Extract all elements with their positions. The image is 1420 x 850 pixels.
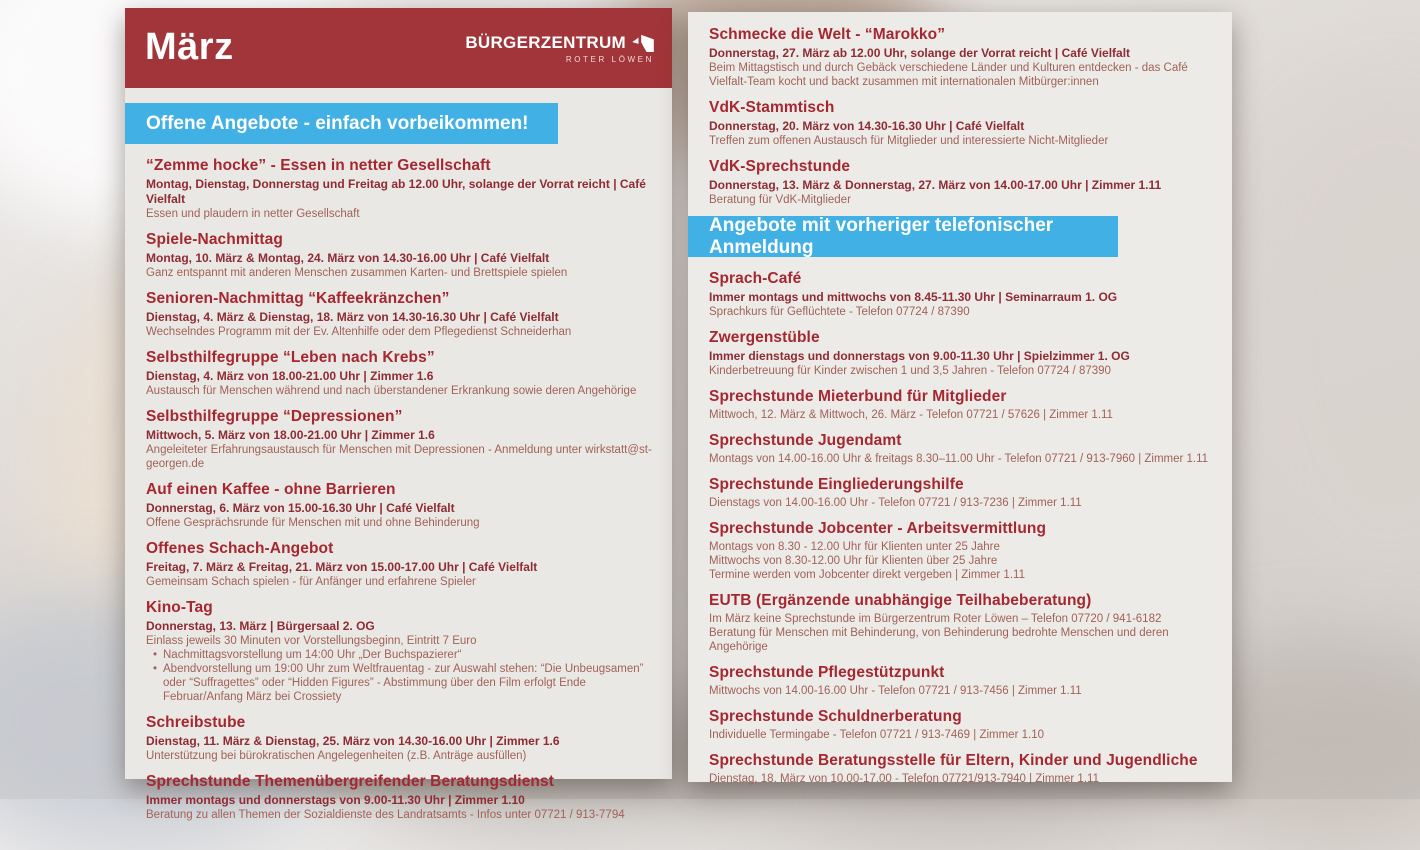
event-entry <box>709 591 1210 654</box>
event-description: Dienstags von 14.00-16.00 Uhr - Telefon 07721 / 913-7236 | Zimmer 1.11 <box>709 497 1082 509</box>
event-entry <box>146 348 652 398</box>
flyer-page-right <box>688 12 1232 785</box>
event-entry <box>709 751 1210 786</box>
event-description: Offene Gesprächsrunde für Menschen mit und ohne Behinderung <box>146 517 480 529</box>
event-description: Mittwochs von 14.00-16.00 Uhr - Telefon 07721 / 913-7456 | Zimmer 1.11 <box>709 685 1082 697</box>
event-title: Sprechstunde Pflegestützpunkt <box>709 664 945 681</box>
open-offers-banner: Offene Angebote - einfach vorbeikommen! <box>125 103 558 144</box>
event-entry <box>146 230 652 280</box>
logo-name: BÜRGERZENTRUM <box>465 32 626 52</box>
event-description: Gemeinsam Schach spielen - für Anfänger und erfahrene Spieler <box>146 576 476 588</box>
event-entry <box>146 713 652 763</box>
event-schedule: Immer montags und donnerstags von 9.00-11.30 Uhr | Zimmer 1.10 <box>146 793 525 807</box>
event-description: Essen und plaudern in netter Gesellschaft <box>146 208 360 220</box>
event-title: Senioren-Nachmittag “Kaffeekränzchen” <box>146 290 450 307</box>
event-entry <box>146 539 652 589</box>
event-entry <box>709 475 1210 510</box>
event-schedule: Montag, Dienstag, Donnerstag und Freitag ab 12.00 Uhr, solange der Vorrat reicht | Café Vielfalt <box>146 177 646 206</box>
event-schedule: Montag, 10. März & Montag, 24. März von 14.30-16.00 Uhr | Café Vielfalt <box>146 251 550 265</box>
event-entry <box>709 707 1210 742</box>
event-title: Sprechstunde Jugendamt <box>709 432 902 449</box>
flyer-page-left <box>125 8 672 821</box>
event-title: Sprechstunde Eingliederungshilfe <box>709 476 964 493</box>
event-schedule: Dienstag, 4. März & Dienstag, 18. März von 14.30-16.30 Uhr | Café Vielfalt <box>146 310 559 324</box>
event-title: Spiele-Nachmittag <box>146 231 283 248</box>
event-entry <box>709 431 1210 466</box>
event-description: Montags von 14.00-16.00 Uhr & freitags 8.30–11.00 Uhr - Telefon 07721 / 913-7960 | Zimmer 1.11 <box>709 453 1209 465</box>
event-title: Sprechstunde Beratungsstelle für Eltern, Kinder und Jugendliche <box>709 752 1198 769</box>
event-entry <box>709 269 1210 319</box>
event-description: Im März keine Sprechstunde im Bürgerzentrum Roter Löwen – Telefon 07720 / 941-6182 <box>709 613 1162 625</box>
event-schedule: Donnerstag, 13. März & Donnerstag, 27. März von 14.00-17.00 Uhr | Zimmer 1.11 <box>709 178 1162 192</box>
logo-subtitle: ROTER LÖWEN <box>565 54 654 64</box>
event-schedule: Mittwoch, 5. März von 18.00-21.00 Uhr | Zimmer 1.6 <box>146 428 435 442</box>
event-entry <box>146 407 652 471</box>
event-description: Individuelle Termingabe - Telefon 07721 / 913-7469 | Zimmer 1.10 <box>709 729 1044 741</box>
event-description: Mittwoch, 12. März & Mittwoch, 26. März - Telefon 07721 / 57626 | Zimmer 1.11 <box>709 409 1113 421</box>
event-schedule: Donnerstag, 20. März von 14.30-16.30 Uhr | Café Vielfalt <box>709 119 1025 133</box>
event-title: Zwergenstüble <box>709 329 820 346</box>
page-title: März <box>145 25 234 68</box>
background-blur-shape <box>1230 80 1420 600</box>
phone-offers-banner: Angebote mit vorheriger telefonischer Anmeldung <box>688 216 1118 257</box>
event-title: Offenes Schach-Angebot <box>146 540 334 557</box>
event-title: Sprechstunde Themenübergreifender Beratungsdienst <box>146 773 554 790</box>
event-schedule: Freitag, 7. März & Freitag, 21. März von 15.00-17.00 Uhr | Café Vielfalt <box>146 560 538 574</box>
event-title: Schreibstube <box>146 714 246 731</box>
flyer-header <box>125 8 672 88</box>
event-title: Kino-Tag <box>146 599 213 616</box>
event-bullet-item: • Abendvorstellung um 19:00 Uhr zum Weltfrauentag - zur Auswahl stehen: “Die Unbeugsamen” oder “Suffragettes” oder “Hidden Figures” - Abstimmung über den Film erfolgt Ende Februar/Anfang März bei Crossiety <box>146 662 652 704</box>
event-entry <box>709 98 1210 148</box>
event-title: Selbsthilfegruppe “Leben nach Krebs” <box>146 349 435 366</box>
event-description: Wechselndes Programm mit der Ev. Altenhilfe oder dem Pflegedienst Schneiderhan <box>146 326 572 338</box>
event-entry <box>146 156 652 221</box>
event-schedule: Donnerstag, 6. März von 15.00-16.30 Uhr | Café Vielfalt <box>146 501 455 515</box>
event-title: Selbsthilfegruppe “Depressionen” <box>146 408 403 425</box>
event-entry <box>146 289 652 339</box>
event-title: “Zemme hocke” - Essen in netter Gesellschaft <box>146 157 491 174</box>
event-description: Beratung zu allen Themen der Sozialdienste des Landratsamts - Infos unter 07721 / 913-7794 <box>146 809 625 821</box>
event-title: EUTB (Ergänzende unabhängige Teilhabeberatung) <box>709 592 1092 609</box>
buergerzentrum-logo <box>465 33 654 64</box>
event-description: Mittwochs von 8.30-12.00 Uhr für Klienten über 25 Jahre <box>709 555 998 567</box>
event-description: Sprachkurs für Geflüchtete - Telefon 07724 / 87390 <box>709 306 970 318</box>
event-schedule: Immer montags und mittwochs von 8.45-11.30 Uhr | Seminarraum 1. OG <box>709 290 1118 304</box>
event-title: Sprechstunde Schuldnerberatung <box>709 708 962 725</box>
event-schedule: Dienstag, 4. März von 18.00-21.00 Uhr | Zimmer 1.6 <box>146 369 434 383</box>
event-entry <box>709 157 1210 207</box>
event-entry <box>709 25 1210 89</box>
event-description: Dienstag, 18. März von 10.00-17.00 - Telefon 07721/913-7940 | Zimmer 1.11 <box>709 773 1099 785</box>
event-title: VdK-Sprechstunde <box>709 158 851 175</box>
event-schedule: Donnerstag, 13. März | Bürgersaal 2. OG <box>146 619 375 633</box>
event-description: Unterstützung bei bürokratischen Angelegenheiten (z.B. Anträge ausfüllen) <box>146 750 527 762</box>
event-title: Sprechstunde Mieterbund für Mitglieder <box>709 388 1007 405</box>
event-description: Termine werden vom Jobcenter direkt vergeben | Zimmer 1.11 <box>709 569 1025 581</box>
event-description: Beratung für Menschen mit Behinderung, von Behinderung bedrohte Menschen und deren Angehörige <box>709 627 1169 653</box>
event-schedule: Dienstag, 11. März & Dienstag, 25. März von 14.30-16.00 Uhr | Zimmer 1.6 <box>146 734 560 748</box>
open-offers-list-continued <box>688 12 1232 207</box>
event-description: Angeleiteter Erfahrungsaustausch für Menschen mit Depressionen - Anmeldung unter wirkstatt@st-georgen.de <box>146 444 652 470</box>
event-entry <box>146 772 652 822</box>
event-description: Ganz entspannt mit anderen Menschen zusammen Karten- und Brettspiele spielen <box>146 267 568 279</box>
phone-offers-list <box>688 269 1232 786</box>
event-bullet-item: • Nachmittagsvorstellung um 14:00 Uhr „Der Buchspazierer“ <box>146 648 652 662</box>
event-entry <box>146 598 652 704</box>
event-entry <box>709 519 1210 582</box>
event-title: Auf einen Kaffee - ohne Barrieren <box>146 481 396 498</box>
event-description: Kinderbetreuung für Kinder zwischen 1 und 3,5 Jahren - Telefon 07724 / 87390 <box>709 365 1111 377</box>
lion-logo-icon <box>632 34 654 52</box>
event-title: Schmecke die Welt - “Marokko” <box>709 26 946 43</box>
event-description: Einlass jeweils 30 Minuten vor Vorstellungsbeginn, Eintritt 7 Euro <box>146 635 477 647</box>
event-entry <box>709 663 1210 698</box>
open-offers-list <box>125 144 672 822</box>
event-description: Montags von 8.30 - 12.00 Uhr für Klienten unter 25 Jahre <box>709 541 1000 553</box>
event-description: Beratung für VdK-Mitglieder <box>709 194 851 206</box>
event-title: VdK-Stammtisch <box>709 99 835 116</box>
event-description: Treffen zum offenen Austausch für Mitglieder und interessierte Nicht-Mitglieder <box>709 135 1109 147</box>
event-schedule: Donnerstag, 27. März ab 12.00 Uhr, solange der Vorrat reicht | Café Vielfalt <box>709 46 1131 60</box>
event-description: Beim Mittagstisch und durch Gebäck verschiedene Länder und Kulturen entdecken - das Café Vielfalt-Team kocht und backt zusammen mit internationalen Mitbürger:innen <box>709 62 1188 88</box>
event-schedule: Immer dienstags und donnerstags von 9.00-11.30 Uhr | Spielzimmer 1. OG <box>709 349 1130 363</box>
event-description: Austausch für Menschen während und nach überstandener Erkrankung sowie deren Angehörige <box>146 385 637 397</box>
event-title: Sprach-Café <box>709 270 802 287</box>
event-entry <box>709 387 1210 422</box>
event-entry <box>709 328 1210 378</box>
event-title: Sprechstunde Jobcenter - Arbeitsvermittlung <box>709 520 1047 537</box>
event-entry <box>146 480 652 530</box>
